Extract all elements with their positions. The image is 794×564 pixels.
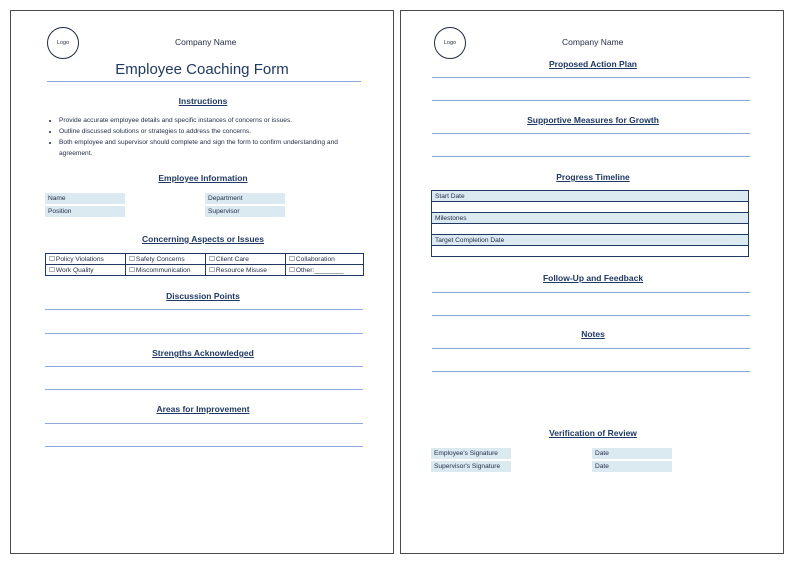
checkbox-icon: ☐ bbox=[49, 267, 55, 274]
supervisor-signature-field[interactable]: Supervisor's Signature bbox=[431, 461, 511, 472]
logo-placeholder bbox=[47, 27, 79, 59]
checkbox-collaboration[interactable]: ☐Collaboration bbox=[286, 254, 364, 265]
followup-line[interactable] bbox=[432, 292, 750, 293]
department-field[interactable]: Department bbox=[205, 193, 285, 204]
checklist-row bbox=[46, 265, 364, 276]
start-date-cell[interactable] bbox=[432, 202, 749, 213]
strengths-heading: Strengths Acknowledged bbox=[152, 348, 254, 358]
supervisor-field[interactable]: Supervisor bbox=[205, 206, 285, 217]
checkbox-work-quality[interactable]: ☐Work Quality bbox=[46, 265, 126, 276]
supportive-line[interactable] bbox=[432, 133, 750, 134]
timeline-heading: Progress Timeline bbox=[556, 172, 630, 182]
instructions-list bbox=[47, 115, 367, 159]
position-field[interactable]: Position bbox=[45, 206, 125, 217]
progress-timeline-table bbox=[431, 190, 749, 257]
strengths-line[interactable] bbox=[45, 389, 363, 390]
timeline-entry-row bbox=[432, 246, 749, 257]
checkbox-icon: ☐ bbox=[289, 256, 295, 263]
followup-heading: Follow-Up and Feedback bbox=[542, 273, 644, 283]
checkbox-client-care[interactable]: ☐Client Care bbox=[206, 254, 286, 265]
logo-label: Logo bbox=[443, 40, 457, 46]
checkbox-icon: ☐ bbox=[209, 267, 215, 274]
logo-placeholder bbox=[434, 27, 466, 59]
employee-date-field[interactable]: Date bbox=[592, 448, 672, 459]
logo-label: Logo bbox=[56, 40, 70, 46]
checkbox-resource-misuse[interactable]: ☐Resource Misuse bbox=[206, 265, 286, 276]
checkbox-miscommunication[interactable]: ☐Miscommunication bbox=[126, 265, 206, 276]
notes-line[interactable] bbox=[432, 348, 750, 349]
checkbox-icon: ☐ bbox=[129, 267, 135, 274]
form-page-2 bbox=[400, 10, 784, 554]
followup-line[interactable] bbox=[432, 315, 750, 316]
name-field[interactable]: Name bbox=[45, 193, 125, 204]
checkbox-icon: ☐ bbox=[129, 256, 135, 263]
milestones-cell[interactable] bbox=[432, 224, 749, 235]
discussion-line[interactable] bbox=[45, 333, 363, 334]
supportive-heading: Supportive Measures for Growth bbox=[527, 115, 659, 125]
concerns-checklist bbox=[45, 253, 364, 276]
action-plan-line[interactable] bbox=[432, 77, 750, 78]
supervisor-date-field[interactable]: Date bbox=[592, 461, 672, 472]
checkbox-icon: ☐ bbox=[209, 256, 215, 263]
start-date-label: Start Date bbox=[432, 191, 749, 202]
discussion-heading: Discussion Points bbox=[166, 291, 240, 301]
timeline-label-row bbox=[432, 213, 749, 224]
action-plan-heading: Proposed Action Plan bbox=[548, 59, 637, 69]
form-page-1 bbox=[10, 10, 394, 554]
improvement-line[interactable] bbox=[45, 423, 363, 424]
target-date-label: Target Completion Date bbox=[432, 235, 749, 246]
instruction-item: • Provide accurate employee details and specific instances of concerns or issues. bbox=[59, 115, 367, 126]
company-name: Company Name bbox=[175, 37, 237, 47]
timeline-label-row bbox=[432, 235, 749, 246]
milestones-label: Milestones bbox=[432, 213, 749, 224]
employee-signature-field[interactable]: Employee's Signature bbox=[431, 448, 511, 459]
notes-heading: Notes bbox=[581, 329, 605, 339]
checkbox-icon: ☐ bbox=[289, 267, 295, 274]
target-date-cell[interactable] bbox=[432, 246, 749, 257]
concerns-heading: Concerning Aspects or Issues bbox=[141, 234, 265, 244]
checkbox-other[interactable]: ☐Other:________ bbox=[286, 265, 364, 276]
improvement-heading: Areas for Improvement bbox=[156, 404, 250, 414]
timeline-label-row bbox=[432, 191, 749, 202]
form-title: Employee Coaching Form bbox=[115, 61, 289, 78]
timeline-entry-row bbox=[432, 224, 749, 235]
notes-line[interactable] bbox=[432, 371, 750, 372]
discussion-line[interactable] bbox=[45, 309, 363, 310]
instruction-item: • Outline discussed solutions or strategies to address the concerns. bbox=[59, 126, 367, 137]
timeline-entry-row bbox=[432, 202, 749, 213]
checkbox-policy-violations[interactable]: ☐Policy Violations bbox=[46, 254, 126, 265]
improvement-line[interactable] bbox=[45, 446, 363, 447]
company-name: Company Name bbox=[562, 37, 624, 47]
instructions-heading: Instructions bbox=[178, 96, 228, 106]
verification-heading: Verification of Review bbox=[549, 428, 637, 438]
checkbox-icon: ☐ bbox=[49, 256, 55, 263]
title-underline bbox=[47, 81, 361, 82]
action-plan-line[interactable] bbox=[432, 100, 750, 101]
strengths-line[interactable] bbox=[45, 366, 363, 367]
checkbox-safety-concerns[interactable]: ☐Safety Concerns bbox=[126, 254, 206, 265]
instruction-item: • Both employee and supervisor should complete and sign the form to confirm understanding and agreement. bbox=[59, 137, 367, 159]
employee-info-heading: Employee Information bbox=[158, 173, 248, 183]
checklist-row bbox=[46, 254, 364, 265]
supportive-line[interactable] bbox=[432, 156, 750, 157]
